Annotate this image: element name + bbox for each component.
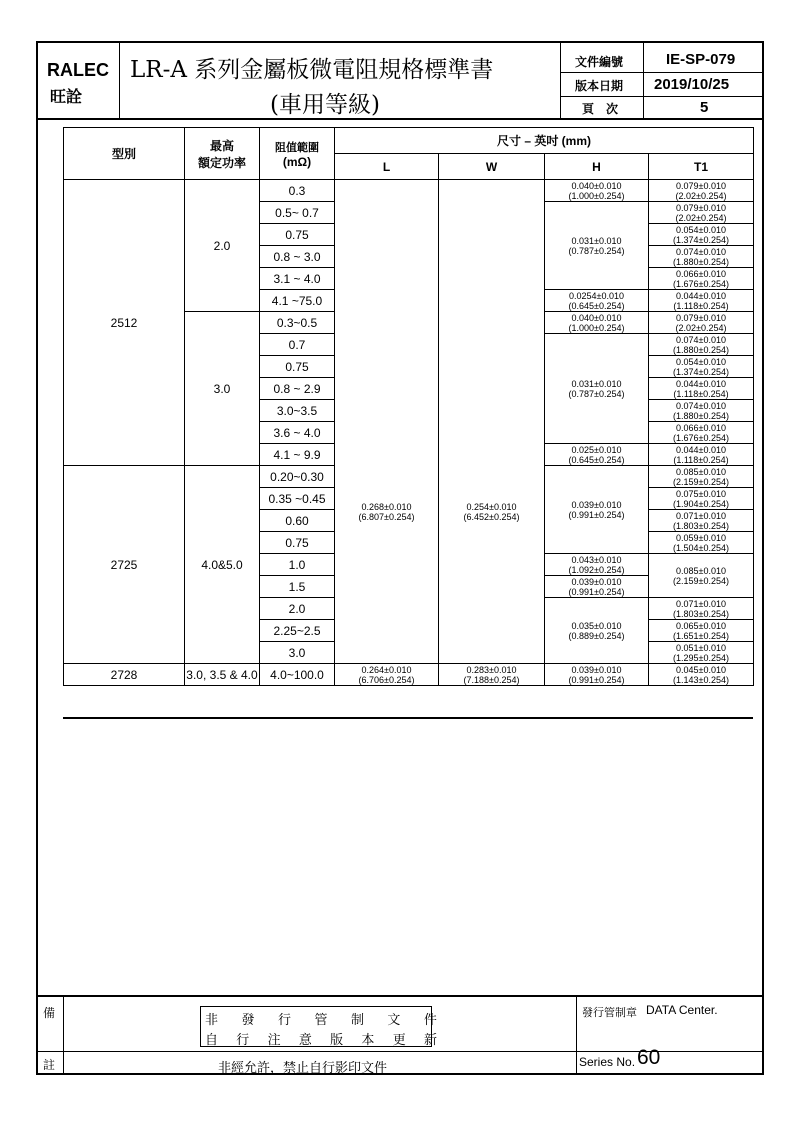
range-cell: 4.0~100.0 xyxy=(260,664,335,686)
power-cell: 2.0 xyxy=(185,180,260,312)
header-divider xyxy=(119,41,120,119)
range-cell: 0.60 xyxy=(260,510,335,532)
T1-cell: 0.044±0.010 (1.118±0.254) xyxy=(649,444,754,466)
H-cell: 0.039±0.010 (0.991±0.254) xyxy=(545,576,649,598)
col-header-model: 型別 xyxy=(64,128,185,180)
range-cell: 0.3 xyxy=(260,180,335,202)
range-cell: 4.1 ~ 9.9 xyxy=(260,444,335,466)
notice-char: 本 xyxy=(361,1033,375,1048)
range-cell: 3.6 ~ 4.0 xyxy=(260,422,335,444)
H-cell: 0.040±0.010 (1.000±0.254) xyxy=(545,180,649,202)
W-cell: 0.283±0.010 (7.188±0.254) xyxy=(439,664,545,686)
T1-cell: 0.079±0.010 (2.02±0.254) xyxy=(649,202,754,224)
notice-char: 文 xyxy=(387,1013,401,1028)
H-cell: 0.040±0.010 (1.000±0.254) xyxy=(545,312,649,334)
page-label: 頁 次 xyxy=(582,102,619,116)
model-cell: 2725 xyxy=(64,466,185,664)
series-label: Series No. xyxy=(579,1055,636,1069)
spec-table xyxy=(63,127,754,686)
stamp-value: DATA Center. xyxy=(646,1003,718,1017)
stamp-label: 發行管制章 xyxy=(582,1006,637,1019)
footer-top-rule xyxy=(36,995,764,997)
remark-label-2: 註 xyxy=(43,1058,56,1072)
T1-cell: 0.066±0.010 (1.676±0.254) xyxy=(649,422,754,444)
notice-char: 發 xyxy=(241,1013,255,1028)
range-cell: 0.75 xyxy=(260,356,335,378)
range-cell: 2.25~2.5 xyxy=(260,620,335,642)
range-cell: 0.75 xyxy=(260,532,335,554)
L-cell: 0.264±0.010 (6.706±0.254) xyxy=(335,664,439,686)
W-cell: 0.254±0.010 (6.452±0.254) xyxy=(439,180,545,664)
col-header-L: L xyxy=(335,154,439,180)
notice-char: 新 xyxy=(423,1033,437,1048)
T1-cell: 0.074±0.010 (1.880±0.254) xyxy=(649,334,754,356)
T1-cell: 0.044±0.010 (1.118±0.254) xyxy=(649,378,754,400)
notice-char: 注 xyxy=(267,1033,281,1048)
T1-cell: 0.066±0.010 (1.676±0.254) xyxy=(649,268,754,290)
page-no: 5 xyxy=(700,99,709,116)
H-cell: 0.031±0.010 (0.787±0.254) xyxy=(545,202,649,290)
H-cell: 0.039±0.010 (0.991±0.254) xyxy=(545,466,649,554)
copy-notice: 非經允許，禁止自行影印文件 xyxy=(218,1061,388,1076)
notice-char: 非 xyxy=(205,1013,219,1028)
T1-cell: 0.065±0.010 (1.651±0.254) xyxy=(649,620,754,642)
remark-label-1: 備 xyxy=(43,1006,56,1020)
T1-cell: 0.074±0.010 (1.880±0.254) xyxy=(649,246,754,268)
T1-cell: 0.085±0.010 (2.159±0.254) xyxy=(649,466,754,488)
col-header-T1: T1 xyxy=(649,154,754,180)
col-header-range: 阻值範圍 (mΩ) xyxy=(260,128,335,180)
model-cell: 2512 xyxy=(64,180,185,466)
range-cell: 1.0 xyxy=(260,554,335,576)
header-row-rule xyxy=(560,96,764,97)
range-cell: 0.20~0.30 xyxy=(260,466,335,488)
T1-cell: 0.075±0.010 (1.904±0.254) xyxy=(649,488,754,510)
header-row-rule xyxy=(560,72,764,73)
notice-char: 版 xyxy=(330,1033,344,1048)
range-cell: 3.0~3.5 xyxy=(260,400,335,422)
range-cell: 0.75 xyxy=(260,224,335,246)
notice-char: 意 xyxy=(298,1033,312,1048)
doc-no-label: 文件編號 xyxy=(575,55,624,69)
document-title: LR-A 系列金屬板微電阻規格標準書 xyxy=(130,57,494,83)
notice-char: 制 xyxy=(350,1013,364,1028)
T1-cell: 0.071±0.010 (1.803±0.254) xyxy=(649,598,754,620)
T1-cell: 0.045±0.010 (1.143±0.254) xyxy=(649,664,754,686)
model-cell: 2728 xyxy=(64,664,185,686)
H-cell: 0.035±0.010 (0.889±0.254) xyxy=(545,598,649,664)
footer-divider xyxy=(63,996,64,1074)
T1-cell: 0.071±0.010 (1.803±0.254) xyxy=(649,510,754,532)
range-cell: 0.8 ~ 2.9 xyxy=(260,378,335,400)
col-header-H: H xyxy=(545,154,649,180)
range-cell: 0.7 xyxy=(260,334,335,356)
power-cell: 4.0&5.0 xyxy=(185,466,260,664)
version-date: 2019/10/25 xyxy=(654,76,730,93)
series-number: 60 xyxy=(637,1046,661,1069)
document-subtitle: (車用等級) xyxy=(270,92,380,118)
range-cell: 3.0 xyxy=(260,642,335,664)
notice-box xyxy=(200,1006,437,1048)
power-cell: 3.0 xyxy=(185,312,260,466)
T1-cell: 0.051±0.010 (1.295±0.254) xyxy=(649,642,754,664)
H-cell: 0.039±0.010 (0.991±0.254) xyxy=(545,664,649,686)
range-cell: 3.1 ~ 4.0 xyxy=(260,268,335,290)
notice-char: 自 xyxy=(205,1033,219,1048)
notice-char: 更 xyxy=(392,1033,406,1048)
company-name-en: RALEC xyxy=(47,60,109,80)
header-divider xyxy=(643,41,644,119)
version-date-label: 版本日期 xyxy=(575,79,624,93)
T1-cell: 0.074±0.010 (1.880±0.254) xyxy=(649,400,754,422)
notice-line-1 xyxy=(201,1009,441,1028)
footer-divider xyxy=(576,996,577,1074)
H-cell: 0.043±0.010 (1.092±0.254) xyxy=(545,554,649,576)
range-cell: 4.1 ~75.0 xyxy=(260,290,335,312)
notice-char: 行 xyxy=(236,1033,250,1048)
header-divider xyxy=(560,41,561,119)
notice-char: 管 xyxy=(314,1013,328,1028)
T1-cell: 0.044±0.010 (1.118±0.254) xyxy=(649,290,754,312)
range-cell: 0.3~0.5 xyxy=(260,312,335,334)
table-bottom-rule xyxy=(63,717,753,719)
T1-cell: 0.054±0.010 (1.374±0.254) xyxy=(649,224,754,246)
notice-char: 件 xyxy=(423,1013,437,1028)
T1-cell: 0.054±0.010 (1.374±0.254) xyxy=(649,356,754,378)
T1-cell: 0.059±0.010 (1.504±0.254) xyxy=(649,532,754,554)
notice-char: 行 xyxy=(277,1013,291,1028)
H-cell: 0.031±0.010 (0.787±0.254) xyxy=(545,334,649,444)
range-cell: 0.5~ 0.7 xyxy=(260,202,335,224)
H-cell: 0.025±0.010 (0.645±0.254) xyxy=(545,444,649,466)
col-header-power: 最高 額定功率 xyxy=(185,128,260,180)
T1-cell: 0.079±0.010 (2.02±0.254) xyxy=(649,312,754,334)
header-bottom-rule xyxy=(36,118,764,120)
company-name-zh: 旺詮 xyxy=(50,87,83,106)
H-cell: 0.0254±0.010 (0.645±0.254) xyxy=(545,290,649,312)
range-cell: 0.35 ~0.45 xyxy=(260,488,335,510)
notice-line-2 xyxy=(201,1029,441,1048)
doc-no: IE-SP-079 xyxy=(666,51,736,68)
T1-cell: 0.079±0.010 (2.02±0.254) xyxy=(649,180,754,202)
T1-cell: 0.085±0.010 (2.159±0.254) xyxy=(649,554,754,598)
L-cell: 0.268±0.010 (6.807±0.254) xyxy=(335,180,439,664)
range-cell: 2.0 xyxy=(260,598,335,620)
col-header-W: W xyxy=(439,154,545,180)
power-cell: 3.0, 3.5 & 4.0 xyxy=(185,664,260,686)
range-cell: 1.5 xyxy=(260,576,335,598)
range-cell: 0.8 ~ 3.0 xyxy=(260,246,335,268)
col-header-dimensions: 尺寸 – 英吋 (mm) xyxy=(335,128,754,154)
